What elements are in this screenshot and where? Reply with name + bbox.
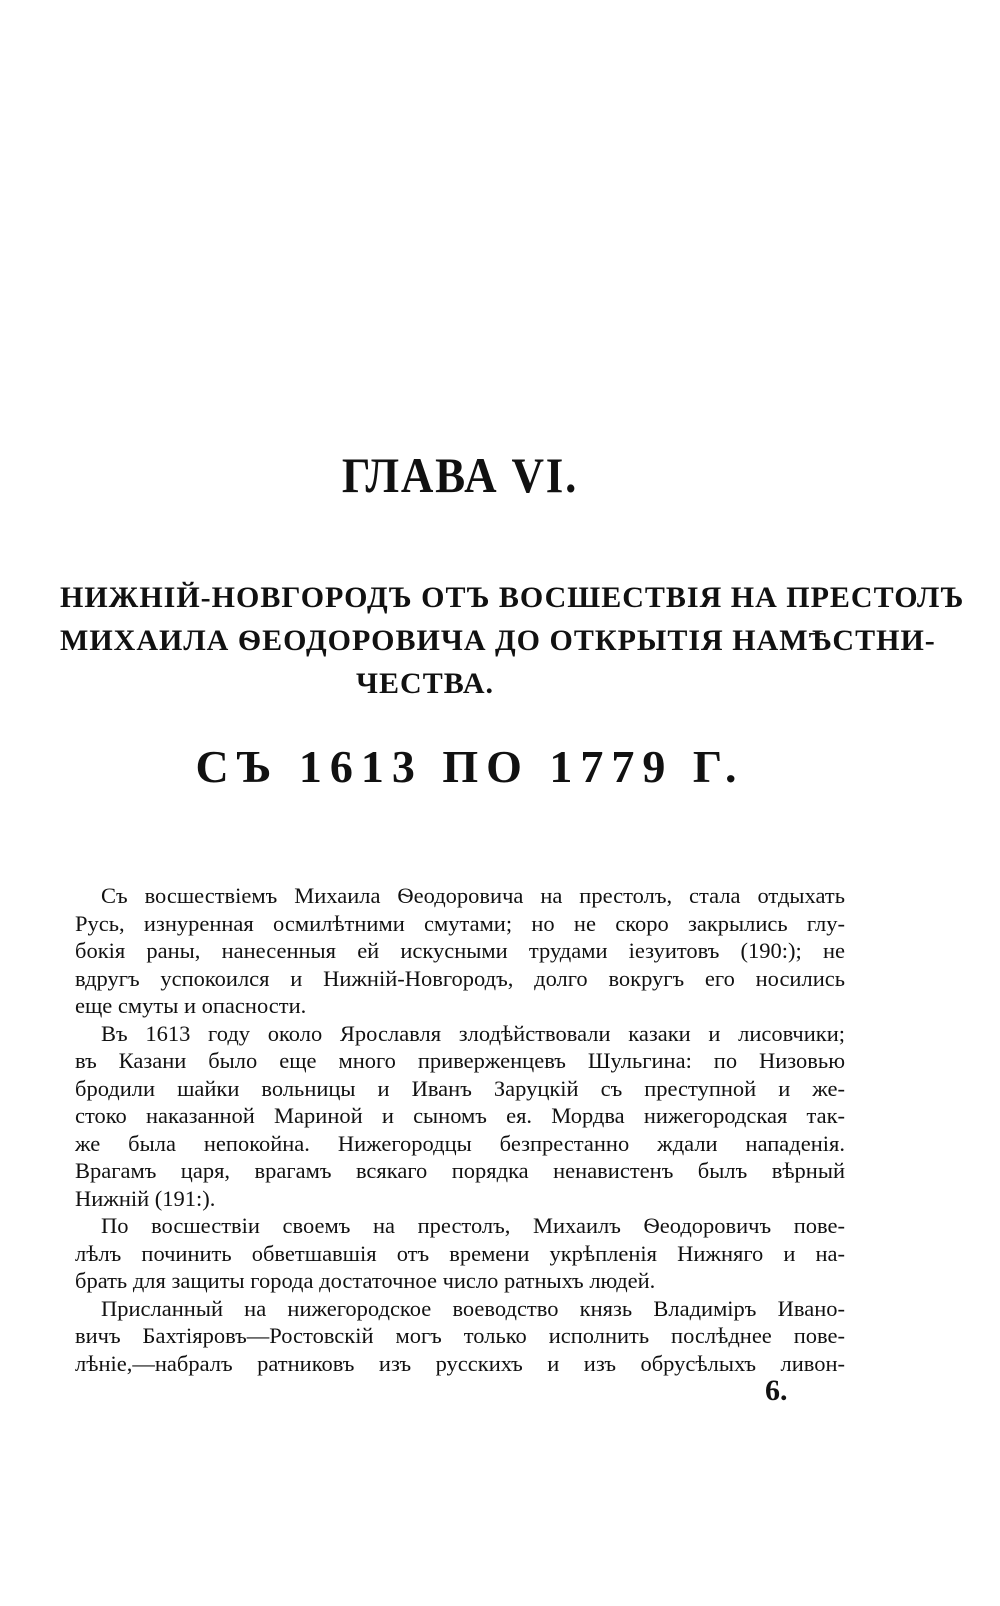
text-line: же была непокойна. Нижегородцы безпрестанно ждали нападенія. bbox=[75, 1130, 845, 1156]
text-line: Въ 1613 году около Ярославля злодѣйствовали казаки и лисовчики; bbox=[101, 1020, 845, 1046]
chapter-heading: ГЛАВА VI. bbox=[341, 447, 579, 503]
text-line: лѣніе,—набралъ ратниковъ изъ русскихъ и изъ обрусѣлыхъ ливон- bbox=[75, 1350, 845, 1376]
text-line: еще смуты и опасности. bbox=[75, 993, 307, 1018]
chapter-title-line: НИЖНІЙ-НОВГОРОДЪ ОТЪ ВОСШЕСТВІЯ НА ПРЕСТОЛЪ bbox=[60, 581, 965, 614]
text-line: Нижній (191:). bbox=[75, 1185, 216, 1211]
text-line: брать для защиты города достаточное число ратныхъ людей. bbox=[75, 1268, 656, 1293]
chapter-title bbox=[60, 576, 965, 705]
text-line: вдругъ успокоился и Нижній-Новгородъ, долго вокругъ его носились bbox=[75, 965, 845, 991]
text-line: въ Казани было еще много приверженцевъ Шульгина: по Низовью bbox=[75, 1048, 845, 1073]
text-line: Съ восшествіемъ Михаила Ѳеодоровича на престолъ, стала отдыхать bbox=[101, 883, 845, 908]
text-line: вичъ Бахтіяровъ—Ростовскій могъ только исполнить послѣднее пове- bbox=[75, 1323, 845, 1348]
page-number: 6. bbox=[765, 1374, 788, 1407]
chapter-title-line: ЧЕСТВА. bbox=[356, 667, 494, 700]
text-line: бокія раны, нанесенныя ей искусными трудами іезуитовъ (190:); не bbox=[75, 938, 845, 963]
text-line: стоко наказанной Мариной и сыномъ ея. Мордва нижегородская так- bbox=[75, 1103, 845, 1128]
text-line: лѣлъ починить обветшавшія отъ времени укрѣпленія Нижняго и на- bbox=[75, 1240, 845, 1266]
text-line: бродили шайки вольницы и Иванъ Заруцкій съ преступной и же- bbox=[75, 1075, 845, 1101]
text-line: По восшествіи своемъ на престолъ, Михаилъ Ѳеодоровичъ пове- bbox=[101, 1213, 845, 1238]
date-range: СЪ 1613 ПО 1779 Г. bbox=[195, 741, 745, 792]
body-text bbox=[75, 882, 845, 1377]
chapter-title-line: МИХАИЛА ѲЕОДОРОВИЧА ДО ОТКРЫТІЯ НАМѢСТНИ- bbox=[60, 624, 936, 657]
text-line: Присланный на нижегородское воеводство князь Владиміръ Ивано- bbox=[101, 1295, 845, 1321]
text-line: Русь, изнуренная осмилѣтними смутами; но не скоро закрылись глу- bbox=[75, 910, 845, 936]
text-line: Врагамъ царя, врагамъ всякаго порядка ненавистенъ былъ вѣрный bbox=[75, 1158, 845, 1183]
